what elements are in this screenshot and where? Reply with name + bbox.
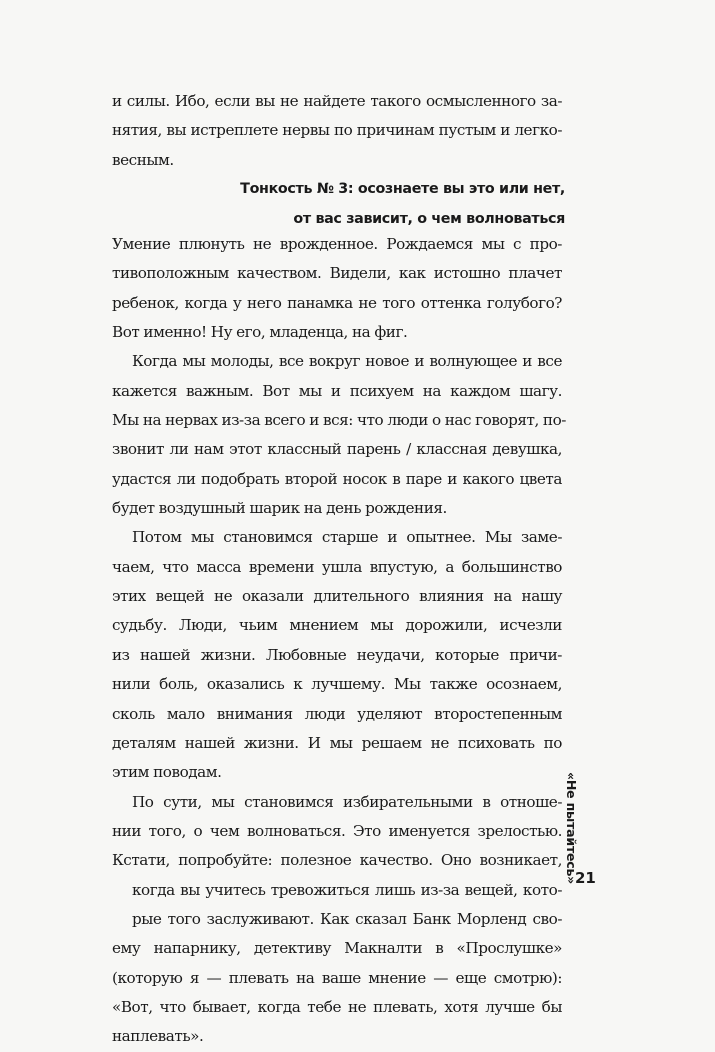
running-head: «Не пытайтесь» (564, 772, 579, 885)
text-line: будет воздушный шарик на день рождения. (112, 499, 447, 518)
text-line: этих вещей не оказали длительного влияния на нашу (112, 587, 562, 606)
section-heading (240, 175, 565, 234)
text-line: удастся ли подобрать второй носок в паре и какого цвета (112, 469, 562, 488)
text-line: Вот именно! Ну его, младенца, на фиг. (112, 323, 408, 342)
page-number: 21 (575, 869, 596, 887)
text-line: тивоположным качеством. Видели, как истошно плачет (112, 264, 562, 283)
text-line: наплевать». (112, 1027, 204, 1046)
text-line: Мы на нервах из-за всего и вся: что люди о нас говорят, по- (112, 411, 566, 430)
text-line: Умение плюнуть не врожденное. Рождаемся мы с про- (112, 235, 562, 253)
heading-line: Тонкость № 3: осознаете вы это или нет, (240, 181, 565, 197)
text-line: ребенок, когда у него панамка не того оттенка голубого? (112, 293, 562, 312)
text-line: звонит ли нам этот классный парень / классная девушка, (112, 440, 562, 459)
text-line: нили боль, оказались к лучшему. Мы также осознаем, (112, 675, 562, 694)
text-line: и силы. Ибо, если вы не найдете такого осмысленного за- (112, 92, 562, 110)
text-line: судьбу. Люди, чьим мнением мы дорожили, исчезли (112, 616, 562, 635)
text-line: (которую я — плевать на ваше мнение — еще смотрю): (112, 968, 562, 987)
text-line: Когда мы молоды, все вокруг новое и волнующее и все (132, 352, 562, 371)
text-line: чаем, что масса времени ушла впустую, а большинство (112, 557, 562, 576)
body-text (112, 230, 566, 1052)
text-line: ему напарнику, детективу Макналти в «Прослушке» (112, 939, 562, 958)
text-line: сколь мало внимания люди уделяют второстепенным (112, 704, 562, 723)
heading-line: от вас зависит, о чем волноваться (293, 210, 565, 227)
text-line: этим поводам. (112, 763, 222, 782)
text-line: деталям нашей жизни. И мы решаем не психовать по (112, 733, 562, 752)
text-line: весным. (112, 150, 174, 169)
text-line: нии того, о чем волноваться. Это именуется зрелостью. (112, 821, 562, 840)
top-paragraph (112, 87, 562, 175)
text-line: кажется важным. Вот мы и психуем на каждом шагу. (112, 381, 562, 400)
text-line: из нашей жизни. Любовные неудачи, которые причи- (112, 645, 562, 664)
text-line: По сути, мы становимся избирательными в отноше- (132, 792, 562, 811)
text-line: Кстати, попробуйте: полезное качество. Оно возникает, (112, 851, 562, 870)
text-line: нятия, вы истреплете нервы по причинам пустым и легко- (112, 121, 562, 140)
text-line: когда вы учитесь тревожиться лишь из-за вещей, кото- (132, 880, 562, 899)
text-line: рые того заслуживают. Как сказал Банк Морленд сво- (132, 909, 562, 928)
text-line: «Вот, что бывает, когда тебе не плевать, хотя лучше бы (112, 997, 562, 1016)
text-line: Потом мы становимся старше и опытнее. Мы заме- (132, 528, 562, 547)
